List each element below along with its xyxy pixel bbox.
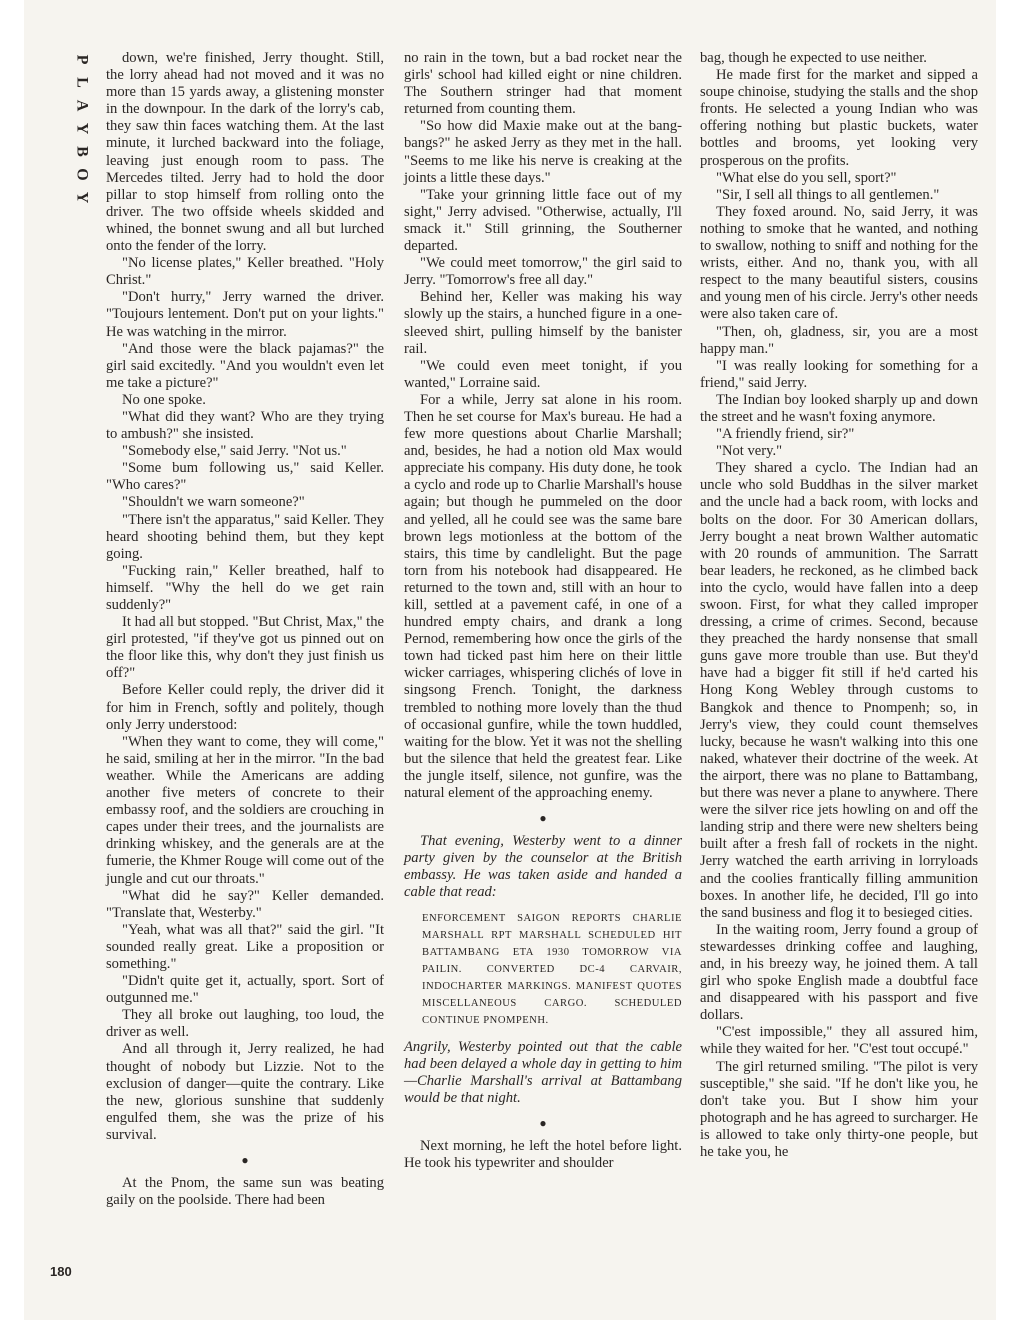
- text-column-2: [404, 50, 682, 1172]
- paragraph: "A friendly friend, sir?": [716, 426, 855, 443]
- paragraph: "What did they want? Who are they trying to ambush?" she insisted.: [106, 408, 384, 443]
- paragraph: "We could even meet tonight, if you wanted," Lorraine said.: [404, 357, 682, 391]
- paragraph: And all through it, Jerry realized, he had thought of nobody but Lizzie. Not to the exclusion of danger—quite the contrary. Like the new, glorious sunshine that suddenly engulfed them, she was the prize of his survival.: [106, 1041, 384, 1143]
- paragraph: They foxed around. No, said Jerry, it was nothing to smoke that he wanted, and nothing to swallow, nothing to sniff and nothing for the wrists, either. And no, thank you, with all respect to the many beautiful sisters, cousins and young men of his circle. Jerry's other needs were also taken care of.: [700, 203, 978, 323]
- cable-text: ENFORCEMENT SAIGON REPORTS CHARLIE MARSHALL RPT MARSHALL SCHEDULED HIT BATTAMBANG ETA 1930 TOMORROW VIA PAILIN. CONVERTED DC-4 CARVAIR, INDOCHARTER MARKINGS. MANIFEST QUOTES MISCELLANEOUS CARGO. SCHEDULED CONTINUE PNOMPENH.: [422, 912, 682, 1026]
- paragraph: Next morning, he left the hotel before light. He took his typewriter and shoulder: [404, 1137, 682, 1171]
- paragraph: That evening, Westerby went to a dinner party given by the counselor at the British embassy. He was taken aside and handed a cable that read:: [404, 833, 682, 901]
- paragraph: Behind her, Keller was making his way slowly up the stairs, a hunched figure in a one-sleeved shirt, pulling himself by the banister rail.: [404, 289, 682, 357]
- paragraph: At the Pnom, the same sun was beating gaily on the poolside. There had been: [106, 1175, 384, 1209]
- paragraph: Before Keller could reply, the driver did it for him in French, softly and politely, though only Jerry understood:: [106, 682, 384, 733]
- paragraph: "Not very.": [716, 443, 783, 460]
- paragraph: "C'est impossible," they all assured him, while they waited for her. "C'est tout occupé.": [700, 1024, 978, 1058]
- paragraph: no rain in the town, but a bad rocket near the girls' school had killed eight or nine children. The Southern stringer had that moment returned from counting them.: [404, 50, 682, 118]
- paragraph: They all broke out laughing, too loud, the driver as well.: [106, 1007, 384, 1041]
- text-column-3: [700, 50, 978, 1161]
- paragraph: Angrily, Westerby pointed out that the cable had been delayed a whole day in getting to him—Charlie Marshall's arrival at Battambang would be that night.: [404, 1038, 682, 1106]
- paragraph: "Then, oh, gladness, sir, you are a most happy man.": [700, 323, 978, 357]
- paragraph: "Yeah, what was all that?" said the girl. "It sounded really great. Like a proposition or something.": [106, 921, 384, 972]
- paragraph: The girl returned smiling. "The pilot is very susceptible," she said. "If he don't like you, he don't take you. But I show him your photograph and he has agreed to surcharger. He is allowed to take only thirty-one people, but he take you, he: [700, 1058, 978, 1160]
- paragraph: "Didn't quite get it, actually, sport. Sort of outgunned me.": [106, 973, 384, 1007]
- paragraph: It had all but stopped. "But Christ, Max," the girl protested, "if they've got us pinned out on the floor like this, why don't they just finish us off?": [106, 614, 385, 682]
- paragraph: "I was really looking for something for a friend," said Jerry.: [700, 357, 978, 391]
- page-number: 180: [50, 1264, 72, 1279]
- paragraph: He made first for the market and sipped a soupe chinoise, studying the stalls and the shop fronts. He selected a young Indian who was offering nothing but plastic buckets, water bottles and brooms, yet looking very prosperous on the profits.: [700, 67, 978, 169]
- paragraph: "Take your grinning little face out of my sight," Jerry advised. "Otherwise, actually, I'll smack it." Still grinning, the Southerner departed.: [404, 186, 682, 255]
- paragraph: "Don't hurry," Jerry warned the driver. "Toujours lentement. Don't put on your lights." He was watching in the mirror.: [106, 289, 384, 340]
- magazine-page: [24, 0, 996, 1320]
- paragraph: In the waiting room, Jerry found a group of stewardesses drinking coffee and laughing, and, in his breezy way, he joined them. A tall girl who spoke English made a doubtful face and disappeared with his passport and five dollars.: [700, 921, 978, 1024]
- section-separator: ●: [241, 1153, 249, 1167]
- paragraph: The Indian boy looked sharply up and down the street and he wasn't foxing anymore.: [700, 391, 978, 425]
- text-column-1: [106, 50, 384, 1209]
- paragraph: down, we're finished, Jerry thought. Still, the lorry ahead had not moved and it was no more than 15 yards away, a glistening monster in the downpour. In the dark of the lorry's cab, they saw thin faces watching them. At the last minute, it lurched backward into the foliage, leaving just enough room to pass. The Mercedes tilted. Jerry had to hold the door pillar to stop himself from rolling onto the driver. The two offside wheels skidded and whined, the bonnet swung and all but lurched onto the fender of the lorry.: [106, 50, 384, 255]
- paragraph: "What else do you sell, sport?": [716, 169, 897, 186]
- paragraph: "Some bum following us," said Keller. "Who cares?": [106, 460, 384, 494]
- paragraph: "Sir, I sell all things to all gentlemen.": [716, 186, 940, 203]
- section-separator: ●: [539, 811, 547, 826]
- paragraph: For a while, Jerry sat alone in his room. Then he set course for Max's bureau. He had a few more questions about Charlie Marshall; and, besides, he had a notion old Max would appreciate his company. His duty done, he took a cyclo and rode up to Charlie Marshall's house again; but though he pummeled on the door and yelled, all he could see was the same bare brown legs motionless at the bottom of the stairs, this time by candlelight. But the page torn from his notebook had disappeared. He returned to the town and, still with an hour to kill, settled at a pavement café, in one of a hundred empty chairs, and drank a long Pernod, remembering how once the girls of the town had ticked past him here on their little wicker carriages, whispering clichés of love in singsong French. Tonight, the darkness trembled to nothing more lovely than the thud of occasional gunfire, while the town huddled, waiting for the blow. Yet it was not the shelling but the silence that held the greatest fear. Like the jungle itself, silence, not gunfire, was the natural element of the approaching enemy.: [404, 391, 682, 802]
- paragraph: "Shouldn't we warn someone?": [122, 494, 305, 511]
- paragraph: "And those were the black pajamas?" the girl said excitedly. "And you wouldn't even let me take a picture?": [106, 340, 384, 391]
- paragraph: "We could meet tomorrow," the girl said to Jerry. "Tomorrow's free all day.": [404, 255, 682, 289]
- paragraph: "Somebody else," said Jerry. "Not us.": [122, 443, 347, 460]
- magazine-name: P L A Y B O Y: [73, 54, 91, 204]
- section-separator: ●: [539, 1115, 547, 1130]
- paragraph: No one spoke.: [122, 391, 206, 408]
- paragraph: bag, though he expected to use neither.: [700, 50, 927, 66]
- paragraph: "No license plates," Keller breathed. "Holy Christ.": [106, 255, 384, 289]
- paragraph: "When they want to come, they will come," he said, smiling at her in the mirror. "In the bad weather. While the Americans are adding another five meters of concrete to their embassy roof, and the soldiers are crouching in capes under their trees, and the journalists are drinking whiskey, and the generals are at the fumerie, the Khmer Rouge will come out of the jungle and cut our throats.": [106, 733, 384, 887]
- paragraph: "So how did Maxie make out at the bang-bangs?" he asked Jerry as they met in the hall. "Seems to me like his nerve is creaking at the joints a little these days.": [404, 118, 682, 186]
- paragraph: They shared a cyclo. The Indian had an uncle who sold Buddhas in the silver market and the uncle had a back room, with locks and bolts on the door. For 30 American dollars, Jerry bought a neat brown Walther automatic with 20 rounds of ammunition. The Sarratt bear leaders, he reckoned, as he climbed back into the cyclo, would have fallen into a deep swoon. First, for what they called improper dressing, a crime of crimes. Second, because they preached the hardy nonsense that small guns gave more trouble than use. But they'd have had a bigger fit still if he'd carted his Hong Kong Webley through customs to Bangkok and thence to Pnompenh; so, in Jerry's view, they could count themselves lucky, because he wasn't walking into this one naked, whatever their doctrine of the week. At the airport, there was no plane to Battambang, but there was never a plane to anywhere. There were the silver rice jets howling on and off the landing strip and there were new shelters being built after a fresh fall of rockets in the night. Jerry watched the earth arriving in lorryloads and the coolies frantically filling ammunition boxes. In another life, he decided, I'll go into the sand business and flog it to besieged cities.: [700, 460, 978, 921]
- paragraph: "There isn't the apparatus," said Keller. They heard shooting behind them, but they kept going.: [106, 511, 384, 562]
- paragraph: "Fucking rain," Keller breathed, half to himself. "Why the hell do we get rain suddenly?": [106, 562, 384, 613]
- paragraph: "What did he say?" Keller demanded. "Translate that, Westerby.": [106, 887, 384, 921]
